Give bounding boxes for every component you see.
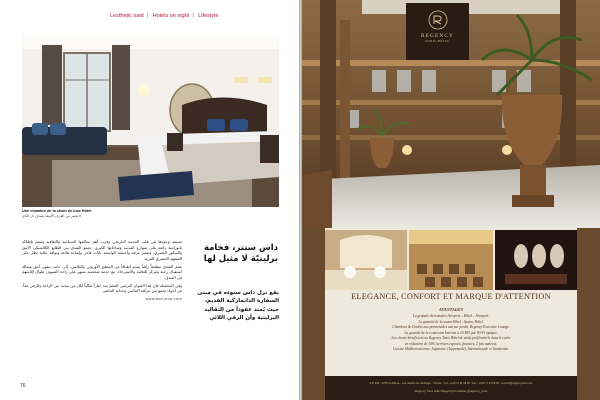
header-separator: |: [146, 13, 149, 19]
advantages-list: [341, 314, 561, 353]
body-paragraph: تستمد وجودها في قلب المدينة التاريخي وقرب أهم معالمها السياحية والثقافية وتنعم بإطلالة بانورامية رائعة على شوارع المدينة وساحاتها الكبرى. يجمع الفندق بين الطابع الكلاسيكي الأنيق والديكور العصري، وتتميز غرفه وأجنحته الواسعة بأثاث فاخر وإضاءة هادئة ونوافذ عالية تطل على المشهد الحضري الفريد.: [22, 239, 182, 261]
hotel-room-illustration: [22, 35, 279, 207]
logo-name: REGENCY: [421, 33, 454, 39]
hotel-room-photo: [22, 35, 279, 207]
header-separator: |: [192, 13, 194, 19]
advantage-item: La gratuité de la sauna Hôtel : Sauna, Hôtel.: [418, 319, 484, 324]
hotel-lobby-photo: [302, 0, 600, 228]
body-paragraph: يضم الفندق مطعماً راقياً يقدم أطباقاً من المطبخ الأوروبي والعالمي، إلى جانب مقهى أنيق وصالة استقبال رحبة ومركز للعافية والاسترخاء، مع خدمة شخصية تسهر على راحة الضيوف طوال إقامتهم في الفندق.: [22, 263, 182, 280]
header-section: Lesthetic said: [110, 13, 144, 19]
ballroom-illustration: [409, 230, 493, 290]
right-page-advertisement: [302, 0, 600, 400]
caption-title: Une chambre de la chain de luxe Hôtel: [22, 209, 92, 213]
regency-emblem-icon: [428, 10, 448, 30]
article-website: www.das-stue.com: [145, 295, 182, 301]
article-headline: داس سنتر، فخامة برلينيّة لا مثيل لها: [203, 243, 278, 264]
advantage-item: en réduction de 10% (services exposés, finances, 2 fois nuitées).: [404, 341, 498, 346]
ad-title: ELEGANCE, CONFORT ET MARQUE D'ATTENTION: [351, 292, 551, 301]
regency-logo: [406, 3, 469, 60]
header-category: Hotels on night: [152, 13, 190, 19]
page-header: [110, 13, 221, 19]
pull-quote: يقع نزل داس ستوءه في مبنى السفارة الدانماركية القديم، حيث يُمتد عقوداً من التقاليد البرلينية وأن الرقي اللائي: [197, 290, 279, 321]
ad-subtitle: AVANTAGES: [438, 307, 464, 312]
page-number: 76: [20, 383, 26, 389]
advantage-item: Cuisine Méditerranéenne, Japonaise (Teppanyaki), Internationale et Tunisienne.: [393, 347, 509, 352]
advantage-item: La gratuité du transfert Aéroport – Hôtel – Aéroport.: [412, 314, 490, 318]
advantage-item: Les clients bénéficient au Regency Tunis Hôtel de tarifs préférentiels dans le cadre: [391, 336, 511, 341]
header-tag: Lifestyle: [198, 13, 219, 19]
lounge-thumbnail: [495, 230, 577, 290]
logo-subtitle: TUNIS HOTEL: [425, 40, 450, 43]
hotel-address: A.P. 345 – 2078 La Marsa – Les Jardins du Carthage – Tunisie · Tél : +216 71 91 08 08 · Fax : +216 71 91 08 09 · contact@regencytunis.com: [369, 382, 533, 385]
advantage-item: La gratuité de la connexion Internet à 20 MO par Wi-Fi optique.: [404, 330, 498, 335]
restaurant-illustration: [325, 230, 407, 290]
photo-caption: [22, 209, 102, 218]
article-body: [22, 239, 182, 304]
restaurant-thumbnail: [325, 230, 407, 290]
lounge-illustration: [495, 230, 577, 290]
body-paragraph: وفي المحصلة فإن هذا العنوان البرليني الفخم يعد خياراً مثالياً لكل من يبحث عن الراحة والرقي معاً، في أجواء تجمع بين عراقة الماضي وحداثة الحاضر.: [22, 282, 182, 294]
advantage-item: Chambres & Chalets aux promenades aux sur jardin, Regency Executive Lounge.: [392, 325, 510, 330]
ballroom-thumbnail: [409, 230, 493, 290]
caption-text: لا تعتبر من الغرف الأنيقة بفندق دار التاي: [22, 213, 81, 218]
ad-panel: [325, 228, 577, 400]
social-links: Regency Tunis Hotel /RegencyTunisHotel @regency_tunis: [414, 389, 488, 393]
ad-footer: [325, 376, 577, 400]
